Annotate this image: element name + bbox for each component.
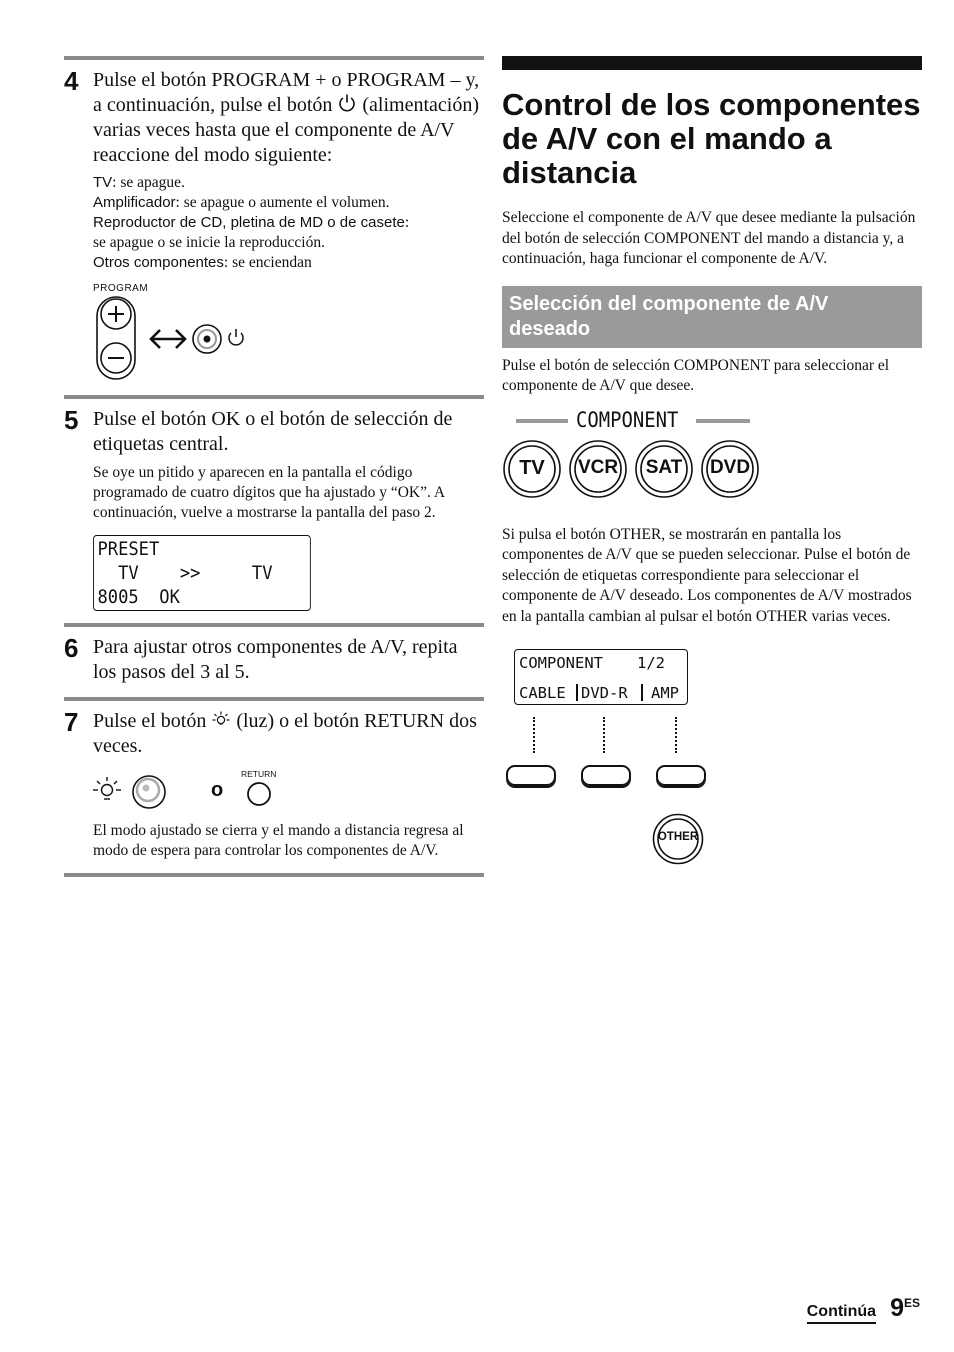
return-button[interactable] — [248, 783, 270, 805]
left-column — [64, 56, 484, 877]
program-rocker-figure — [93, 295, 273, 381]
component-button-tv[interactable] — [502, 439, 562, 499]
program-label: PROGRAM — [93, 283, 149, 294]
intro-paragraph: Seleccione el componente de A/V que desee mediante la pulsación del botón de selección COMPONENT del mando a distancia y, a continuación, haga funcionar el componente de A/V. — [502, 209, 916, 267]
step-number: 6 — [64, 633, 79, 663]
section-title: Control de los componentes de A/V con el mando a distancia — [502, 87, 921, 190]
component-button-label: VCR — [577, 456, 619, 478]
component-button-label: DVD — [709, 456, 751, 478]
lcd-tab-amp: AMP — [651, 684, 679, 702]
power-button-dot — [204, 336, 211, 343]
component-button-label: SAT — [645, 456, 683, 478]
other-button[interactable] — [652, 813, 704, 865]
step-instruction: Pulse el botón OK o el botón de selección de etiquetas central. — [93, 408, 453, 455]
light-button-figure — [93, 775, 171, 811]
step-5 — [64, 399, 484, 623]
dotted-connector — [603, 717, 605, 753]
step-7 — [64, 701, 484, 873]
detail-tv: TV: se apague. — [93, 174, 185, 191]
label-select-button-center[interactable] — [581, 765, 631, 786]
component-button-label: TV — [519, 456, 545, 479]
step-instruction: Pulse el botón PROGRAM + o PROGRAM – y, a continuación, pulse el botón (alimentación) varias veces hasta que el componente de A/V reaccione del modo siguiente: — [93, 69, 480, 166]
section-bar — [502, 56, 922, 70]
lcd-line: 8005 OK — [97, 586, 180, 608]
label-select-button-left[interactable] — [506, 765, 556, 786]
step-number: 7 — [64, 707, 79, 737]
step-4 — [64, 60, 484, 395]
or-text: o — [211, 779, 224, 801]
component-line-left — [516, 419, 568, 423]
lcd-tab-dvdr: DVD-R — [581, 684, 628, 702]
lcd-separator — [641, 684, 643, 701]
return-label: RETURN — [241, 769, 277, 779]
other-button-label: OTHER — [657, 831, 699, 843]
lcd-line: TV >> TV — [97, 562, 273, 584]
component-label: COMPONENT — [576, 407, 679, 432]
component-figure — [502, 405, 922, 517]
detail-cd-md-tape: Reproductor de CD, pletina de MD o de casete: — [93, 214, 410, 231]
power-icon — [337, 93, 357, 113]
lcd-tab-cable: CABLE — [519, 684, 566, 702]
right-column — [502, 56, 922, 881]
other-paragraph: Si pulsa el botón OTHER, se mostrarán en pantalla los componentes de A/V que se pueden seleccionar. Pulse el botón de selección de etiquetas correspondiente para seleccionar el componente de A/V deseado. Los componentes de A/V mostrados en la pantalla cambian al pulsar el botón OTHER varias veces. — [502, 525, 912, 625]
other-figure — [502, 649, 922, 881]
label-select-button-right[interactable] — [656, 765, 706, 786]
lcd-display — [93, 535, 311, 611]
power-icon — [229, 329, 243, 345]
step-instruction: Para ajustar otros componentes de A/V, repita los pasos del 3 al 5. — [93, 636, 458, 683]
light-button-highlight — [143, 785, 150, 792]
component-button-sat[interactable] — [634, 439, 694, 499]
continued-label: Continúa — [807, 1303, 876, 1324]
program-figure — [93, 283, 484, 383]
light-return-figure — [93, 769, 484, 813]
component-line-right — [696, 419, 750, 423]
light-icon — [211, 710, 231, 730]
subsection-title: Selección del componente de A/V deseado — [509, 292, 829, 340]
dotted-connector — [533, 717, 535, 753]
detail-cd-md-tape-cont: se apague o se inicie la reproducción. — [93, 234, 325, 251]
step-6 — [64, 627, 484, 697]
component-button-vcr[interactable] — [568, 439, 628, 499]
detail-amplifier: Amplificador: se apague o aumente el volumen. — [93, 194, 390, 211]
lcd-line-1-left: COMPONENT — [519, 654, 603, 672]
page-footer — [807, 1294, 920, 1324]
page-number: $9^{ES}$ — [890, 1294, 920, 1322]
lcd-display-component — [514, 649, 688, 705]
step-number: 5 — [64, 405, 79, 435]
step-4-details — [93, 173, 484, 273]
dotted-connector — [675, 717, 677, 753]
lcd-line: PRESET — [97, 538, 160, 560]
light-icon — [93, 777, 121, 799]
detail-other: Otros componentes: se enciendan — [93, 254, 312, 271]
return-button-figure — [245, 780, 273, 808]
step-number: 4 — [64, 66, 79, 96]
subsection-header — [502, 286, 922, 348]
lcd-line-1-right: 1/2 — [637, 654, 665, 672]
lcd-separator — [576, 684, 578, 701]
step-instruction: Pulse el botón (luz) o el botón RETURN dos veces. — [93, 710, 477, 757]
double-arrow-icon — [151, 330, 185, 348]
subsection-paragraph: Pulse el botón de selección COMPONENT para seleccionar el componente de A/V que desee. — [502, 356, 890, 394]
divider — [64, 873, 484, 877]
component-button-dvd[interactable] — [700, 439, 760, 499]
step-description: Se oye un pitido y aparecen en la pantalla el código programado de cuatro dígitos que ha ajustado y “OK”. A continuación, vuelve a mostrarse la pantalla del paso 2. — [93, 464, 445, 521]
step-description: El modo ajustado se cierra y el mando a distancia regresa al modo de espera para controlar los componentes de A/V. — [93, 822, 464, 859]
